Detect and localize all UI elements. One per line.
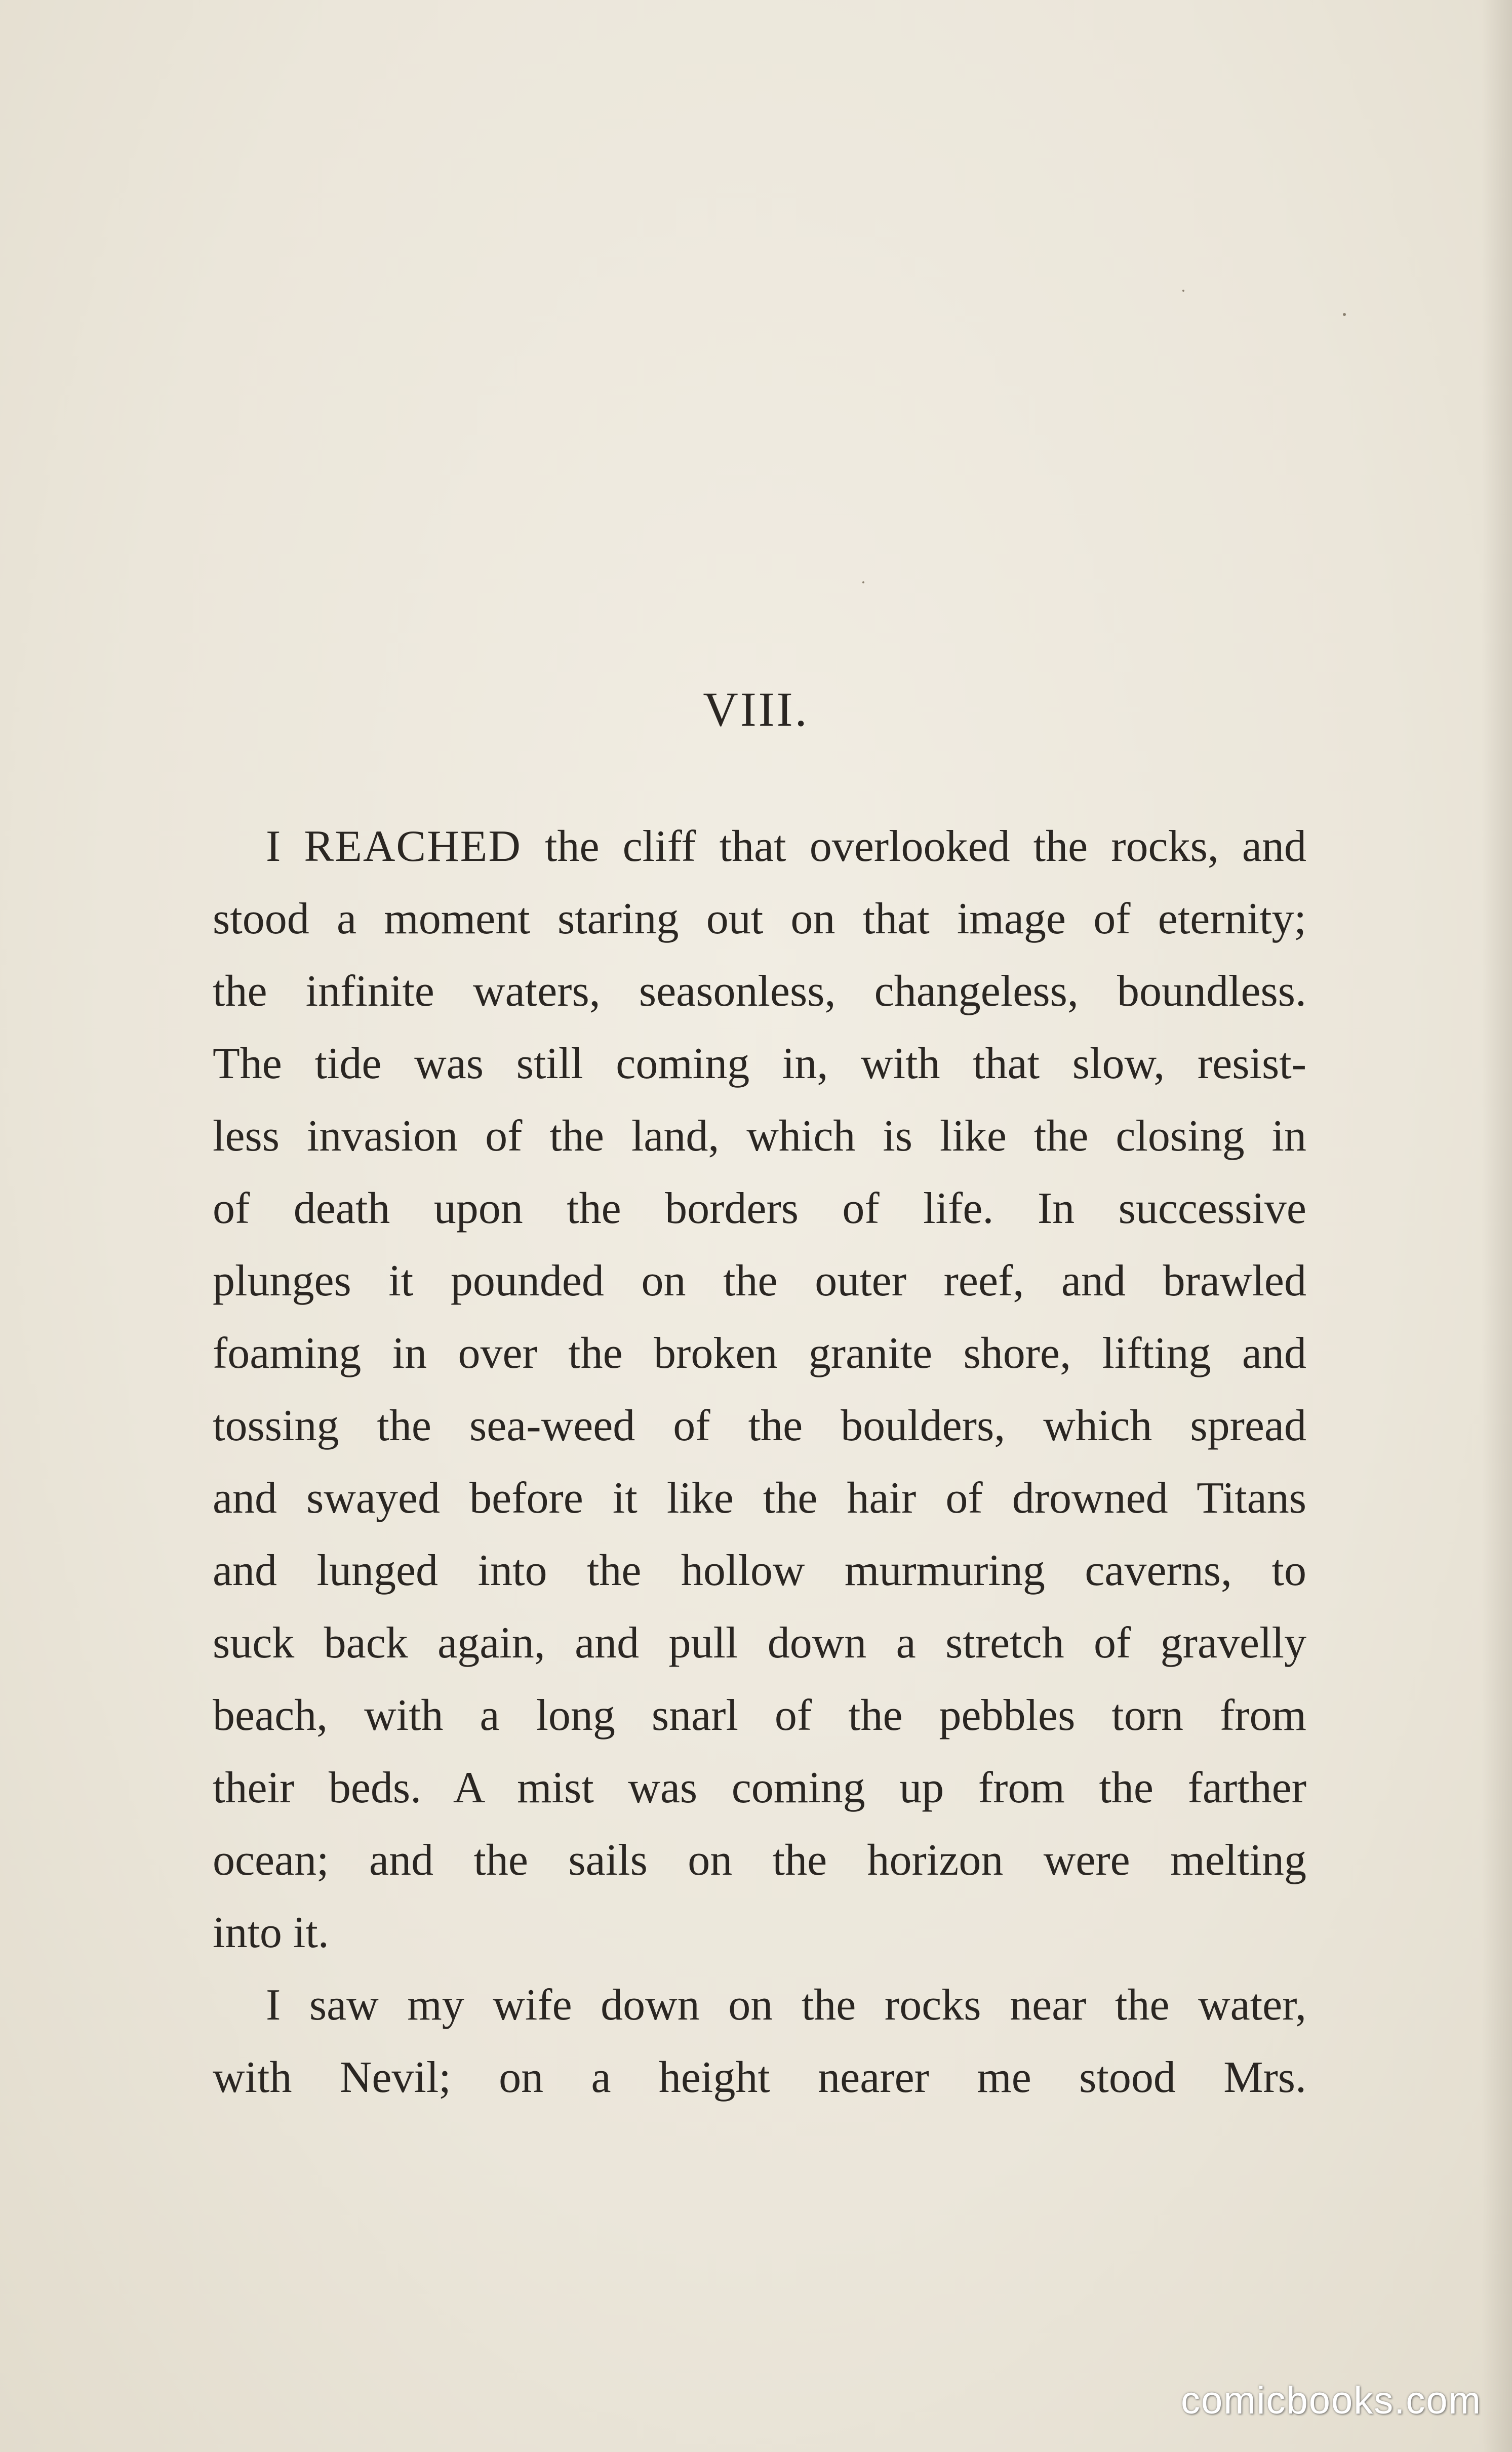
page-edge-shadow: [1482, 0, 1512, 2452]
paper-speck: [1182, 290, 1184, 292]
body-text: [213, 810, 1306, 2114]
paragraph-1-line: of death upon the borders of life. In successive: [213, 1184, 1306, 1233]
lead-small-caps: REACHED: [304, 822, 522, 871]
paragraph-1-line: suck back again, and pull down a stretch of gravelly: [213, 1618, 1306, 1668]
paper-speck: [1343, 313, 1346, 316]
first-line-rest: the cliff that overlooked the rocks, and: [521, 822, 1306, 871]
paragraph-1-line: and lunged into the hollow murmuring caverns, to: [213, 1546, 1306, 1595]
paragraph-1-line: the infinite waters, seasonless, changeless, boundless.: [213, 967, 1306, 1016]
paragraph-1-line: ocean; and the sails on the horizon were melting: [213, 1836, 1306, 1885]
paragraph-2-line: I saw my wife down on the rocks near the water,: [266, 1981, 1306, 2030]
paragraph-1-line: stood a moment staring out on that image of eternity;: [213, 894, 1306, 943]
paragraph-1-line: The tide was still coming in, with that slow, resist-: [213, 1039, 1306, 1088]
paragraph-1-line: less invasion of the land, which is like the closing in: [213, 1112, 1306, 1161]
paragraph-1-line: plunges it pounded on the outer reef, and brawled: [213, 1256, 1306, 1306]
paragraph-1-line: and swayed before it like the hair of drowned Titans: [213, 1474, 1306, 1523]
paragraph-2-line: with Nevil; on a height nearer me stood Mrs.: [213, 2053, 1306, 2102]
paragraph-1-line: their beds. A mist was coming up from the farther: [213, 1763, 1306, 1812]
watermark-text: comicbooks.com: [1181, 2379, 1482, 2422]
paragraph-1-line: foaming in over the broken granite shore, lifting and: [213, 1329, 1306, 1378]
paper-speck: [862, 581, 864, 583]
paragraph-1-line: into it.: [213, 1908, 329, 1957]
paragraph-1-line: beach, with a long snarl of the pebbles torn from: [213, 1691, 1306, 1740]
paragraph-1-line-1: [213, 810, 1306, 883]
lead-word: I: [266, 822, 281, 871]
paragraph-1-line: tossing the sea-weed of the boulders, which spread: [213, 1401, 1306, 1450]
chapter-heading: VIII.: [703, 682, 809, 736]
